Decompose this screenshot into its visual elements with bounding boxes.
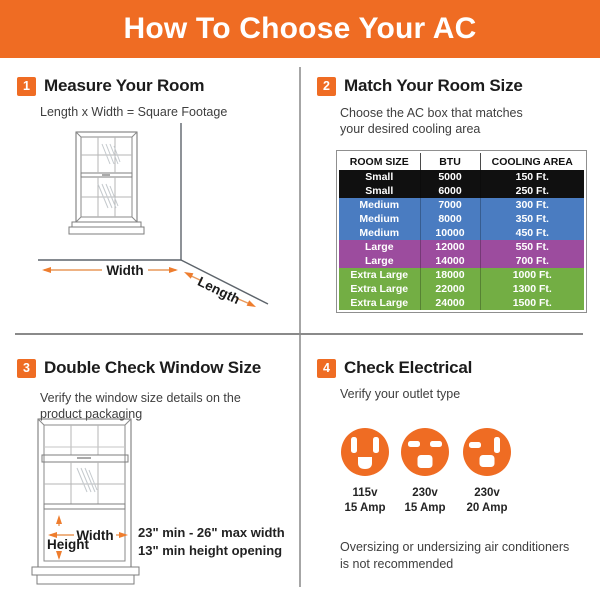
table-row: [339, 254, 584, 268]
cell-size: Medium: [339, 198, 420, 212]
cell-btu: 22000: [420, 282, 480, 296]
cell-area: 350 Ft.: [515, 213, 549, 225]
section-check-electrical: [300, 334, 600, 600]
outlet-label: 230v 15 Amp: [404, 487, 446, 514]
outlet-230v-15amp: [393, 426, 457, 516]
section-subtitle: Length x Width = Square Footage: [40, 105, 228, 119]
cell-size: Medium: [339, 226, 420, 240]
cell-size: Large: [339, 240, 420, 254]
section-heading: [17, 358, 261, 378]
cell-btu: 8000: [420, 212, 480, 226]
section-title: Match Your Room Size: [344, 76, 523, 95]
cell-area: 700 Ft.: [515, 255, 549, 267]
section-title: Measure Your Room: [44, 76, 205, 95]
cell-btu: 5000: [420, 170, 480, 184]
step-number-badge: 1: [17, 77, 36, 96]
cell-size: Extra Large: [339, 268, 420, 282]
table-row: [339, 268, 584, 282]
cell-area: 1000 Ft.: [512, 269, 552, 281]
step-number-badge: 4: [317, 359, 336, 378]
section-title: Double Check Window Size: [44, 358, 262, 377]
cell-size: Extra Large: [339, 296, 420, 310]
cell-size: Small: [339, 184, 420, 198]
outlet-115v-15amp: [333, 426, 397, 516]
height-label: Height: [47, 537, 89, 552]
col-cooling-area: COOLING AREA: [491, 155, 573, 168]
cell-area: 1500 Ft.: [512, 297, 552, 309]
table-header-row: [339, 153, 584, 170]
cell-area: 450 Ft.: [515, 227, 549, 239]
cell-btu: 18000: [420, 268, 480, 282]
room-corner-lines: [38, 123, 268, 304]
cell-size: Extra Large: [339, 282, 420, 296]
section-subtitle: Choose the AC box that matches your desired cooling area: [340, 106, 523, 136]
table-row: [339, 198, 584, 212]
cell-btu: 14000: [420, 254, 480, 268]
window-icon: [69, 132, 144, 234]
width-label: Width: [106, 263, 144, 278]
width-label: Width: [76, 528, 114, 543]
cell-area: 1300 Ft.: [512, 283, 552, 295]
header-banner: [0, 0, 600, 58]
section-heading: [317, 358, 472, 378]
cell-btu: 10000: [420, 226, 480, 240]
table-row: [339, 226, 584, 240]
room-corner-illustration: [18, 118, 284, 330]
cell-area: 550 Ft.: [515, 241, 549, 253]
height-arrow: [47, 515, 90, 560]
length-label: Length: [195, 273, 243, 308]
table-row: [339, 282, 584, 296]
cell-btu: 6000: [420, 184, 480, 198]
section-subtitle: Verify your outlet type: [340, 387, 461, 401]
outlet-label: 230v 20 Amp: [466, 487, 508, 514]
outlet-115v-icon: [339, 426, 391, 478]
cell-size: Small: [339, 170, 420, 184]
section-match-room-size: [300, 58, 600, 334]
table-row: [339, 170, 584, 184]
col-btu: BTU: [420, 153, 480, 170]
section-title: Check Electrical: [344, 358, 473, 377]
outlet-label: 115v 15 Amp: [344, 487, 386, 514]
col-room-size: ROOM SIZE: [339, 153, 420, 170]
step-number-badge: 2: [317, 77, 336, 96]
length-arrow: [184, 272, 256, 307]
width-arrow: [42, 263, 178, 278]
page-title: How To Choose Your AC: [123, 12, 477, 45]
cell-btu: 7000: [420, 198, 480, 212]
section-heading: [317, 76, 523, 96]
cell-size: Medium: [339, 212, 420, 226]
sizing-footnote: Oversizing or undersizing air conditioners is not recommended: [340, 540, 570, 571]
table-row: [339, 184, 584, 198]
cell-btu: 12000: [420, 240, 480, 254]
outlet-230v-20amp: [455, 426, 519, 516]
section-subtitle: Verify the window size details on the product packaging: [40, 391, 241, 421]
cell-size: Large: [339, 254, 420, 268]
table-row: [339, 240, 584, 254]
table-row: [339, 296, 584, 310]
section-heading: [17, 76, 204, 96]
cell-btu: 24000: [420, 296, 480, 310]
table-row: [339, 212, 584, 226]
step-number-badge: 3: [17, 359, 36, 378]
section-check-window-size: [0, 334, 300, 600]
window-size-note: 23" min - 26" max width 13" min height opening: [138, 525, 285, 558]
section-measure-room: [0, 58, 300, 334]
outlet-230v-20amp-icon: [461, 426, 513, 478]
cell-area: 300 Ft.: [515, 199, 549, 211]
cell-area: 150 Ft.: [515, 171, 549, 183]
outlet-230v-15amp-icon: [399, 426, 451, 478]
window-icon: [32, 419, 139, 584]
cell-area: 250 Ft.: [515, 185, 549, 197]
btu-table: [336, 150, 587, 313]
open-window-illustration: [25, 412, 255, 590]
